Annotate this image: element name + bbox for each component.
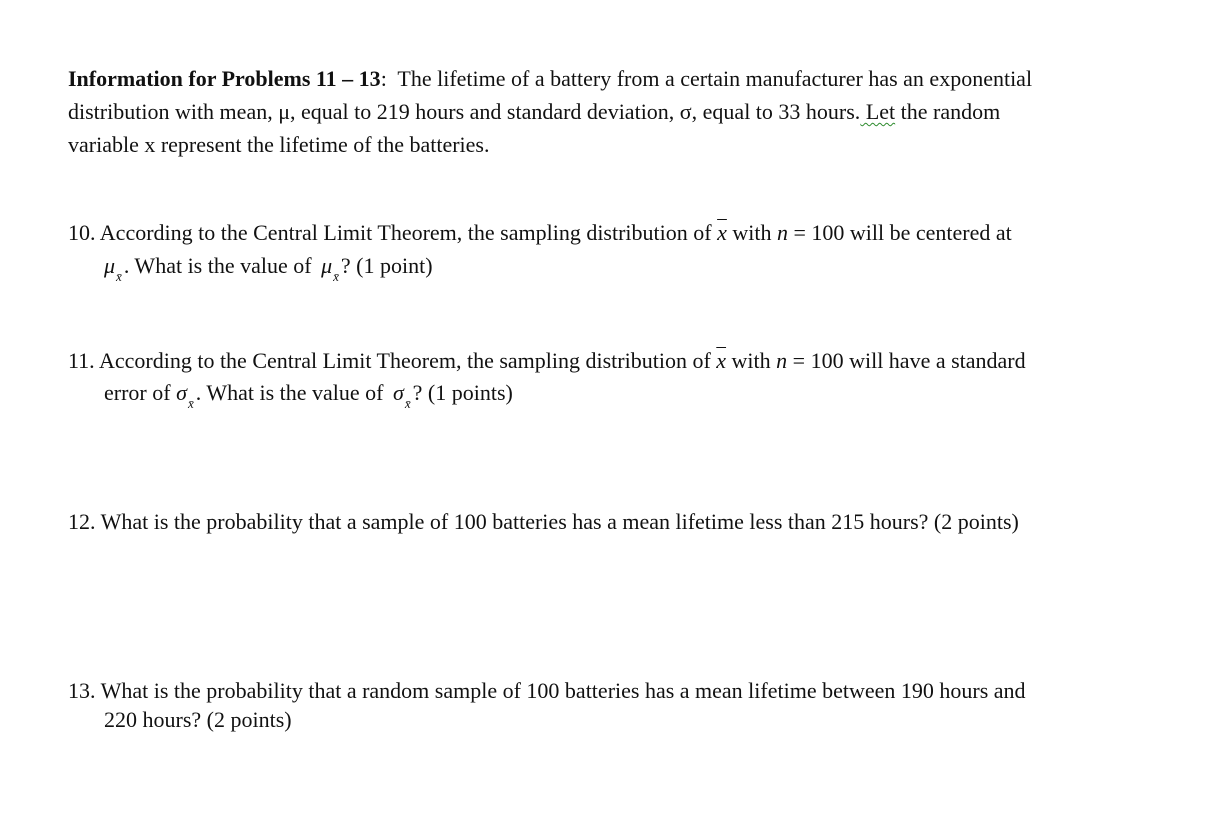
- info-colon: :: [380, 66, 387, 91]
- x-bar-symbol: $\overline{x}$: [716, 348, 727, 373]
- x-bar-subscript: x̄: [333, 269, 339, 284]
- x-bar-subscript: x̄: [404, 396, 411, 411]
- question-12: 12. What is the probability that a sample of 100 batteries has a mean lifetime less than 215 hours? (2 points): [68, 509, 1019, 534]
- sigma-symbol: σ: [392, 380, 404, 405]
- info-line2-tail: the random: [895, 99, 1001, 124]
- question-13-line-1: 13. What is the probability that a random sample of 100 batteries has a mean lifetime between 190 hours and: [68, 678, 1026, 703]
- x-bar-subscript: x̄: [116, 269, 122, 284]
- question-10-line-1: [68, 222, 1012, 244]
- q11-text-c: = 100 will have a standard: [787, 348, 1026, 373]
- info-line2-text: distribution with mean, μ, equal to 219 hours and standard deviation, σ, equal to 33 hours.: [68, 99, 861, 124]
- question-10-line-2: [104, 253, 433, 284]
- mu-symbol: μ: [104, 253, 116, 278]
- sigma-symbol: σ: [176, 380, 187, 405]
- question-13-line-2: 220 hours? (2 points): [104, 707, 292, 732]
- q11-text-b: with: [726, 348, 777, 373]
- spellcheck-flagged-word: Let: [860, 99, 896, 124]
- q10-text-b: with: [726, 220, 777, 245]
- q10-text-a: 10. According to the Central Limit Theorem, the sampling distribution of: [68, 220, 718, 245]
- info-line-1: [68, 68, 1032, 90]
- info-heading: Information for Problems 11 – 13: [68, 66, 381, 91]
- q11-text-e: . What is the value of: [195, 380, 389, 405]
- n-symbol: n: [776, 348, 788, 373]
- question-11-line-1: [68, 350, 1026, 372]
- q10-text-e: ? (1 point): [340, 253, 433, 278]
- q11-text-d: error of: [104, 380, 177, 405]
- q11-text-f: ? (1 points): [412, 380, 513, 405]
- info-line-2: [68, 101, 1000, 123]
- info-line-3: variable x represent the lifetime of the batteries.: [68, 132, 490, 157]
- x-bar-subscript: x̄: [187, 396, 194, 411]
- q11-text-a: 11. According to the Central Limit Theorem, the sampling distribution of: [68, 348, 717, 373]
- q10-text-d: . What is the value of: [123, 253, 318, 278]
- q10-text-c: = 100 will be centered at: [788, 220, 1012, 245]
- n-symbol: n: [777, 220, 788, 245]
- mu-symbol: μ: [321, 253, 333, 278]
- info-line1-text: The lifetime of a battery from a certain manufacturer has an exponential: [386, 66, 1033, 91]
- x-bar-symbol: $\overline{x}$: [717, 220, 727, 245]
- question-11-line-2: [104, 380, 513, 411]
